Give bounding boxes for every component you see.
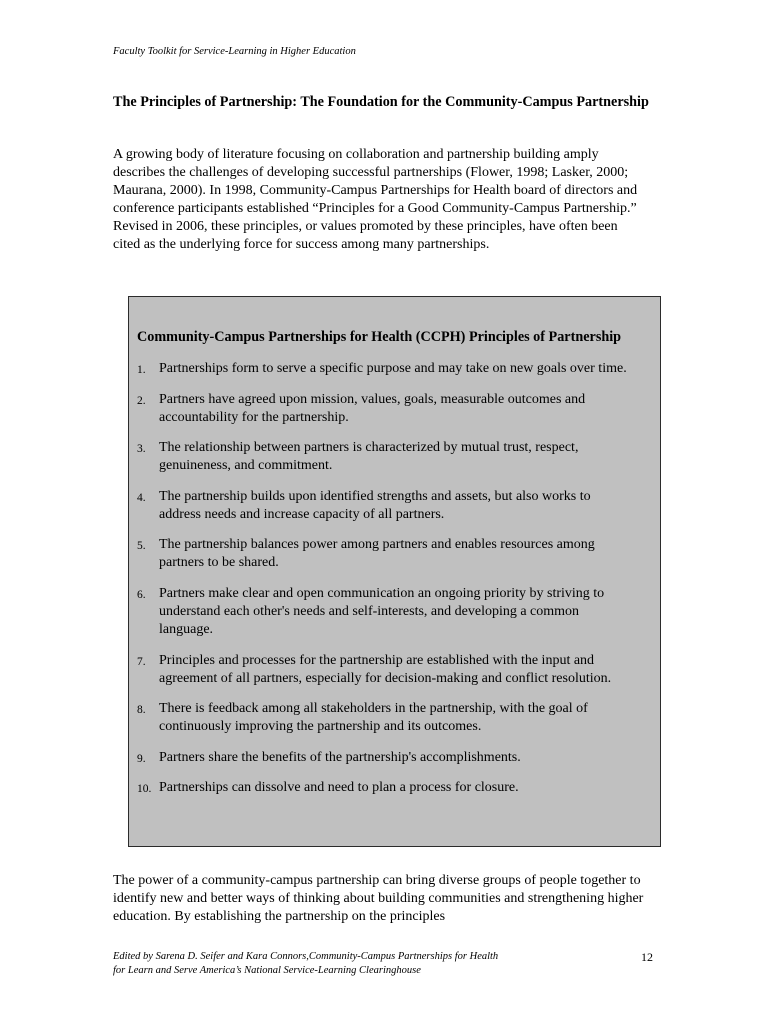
principle-number: 5. xyxy=(137,540,146,553)
principle-item xyxy=(129,700,660,736)
section-title: The Principles of Partnership: The Foundation for the Community-Campus Partnership xyxy=(113,94,649,110)
running-header: Faculty Toolkit for Service-Learning in Higher Education xyxy=(113,46,356,57)
principle-number: 6. xyxy=(137,588,146,601)
principle-item xyxy=(129,536,660,572)
principle-text: Partnerships form to serve a specific purpose and may take on new goals over time. xyxy=(159,361,627,376)
principle-item xyxy=(129,488,660,524)
principle-text: Partners share the benefits of the partnership's accomplishments. xyxy=(159,749,521,765)
principle-number: 3. xyxy=(137,443,146,456)
principle-number: 7. xyxy=(137,655,146,668)
principle-text: Partners have agreed upon mission, values, goals, measurable outcomes and accountability for the partnership. xyxy=(159,391,586,425)
principle-text: There is feedback among all stakeholders in the partnership, with the goal of continuously improving the partnership and its outcomes. xyxy=(159,701,588,735)
principle-item xyxy=(129,439,660,475)
principle-number: 2. xyxy=(137,394,146,407)
page-number: 12 xyxy=(641,950,653,964)
footer-credit-line: for Learn and Serve America’s National Service-Learning Clearinghouse xyxy=(113,965,421,976)
footer-credit-line: Edited by Sarena D. Seifer and Kara Connors,Community-Campus Partnerships for Health xyxy=(113,951,499,962)
principles-list xyxy=(129,360,660,810)
principle-text: Partnerships can dissolve and need to plan a process for closure. xyxy=(159,780,519,796)
closing-paragraph: The power of a community-campus partnership can bring diverse groups of people together to identify new and better ways of thinking about building communities and strengthening higher education. By establishing the partnership on the principles xyxy=(113,873,644,925)
principle-number: 4. xyxy=(137,491,146,504)
principle-item xyxy=(129,749,660,767)
principle-text: The partnership balances power among partners and enables resources among partners to be shared. xyxy=(159,537,595,571)
principle-text: The relationship between partners is characterized by mutual trust, respect, genuineness, and commitment. xyxy=(159,440,579,474)
principle-text: The partnership builds upon identified strengths and assets, but also works to address needs and increase capacity of all partners. xyxy=(159,488,591,522)
principle-text: Partners make clear and open communication an ongoing priority by striving to understand each other's needs and self-interests, and developing a common language. xyxy=(159,585,605,637)
principles-box-heading: Community-Campus Partnerships for Health (CCPH) Principles of Partnership xyxy=(137,329,622,345)
principle-item xyxy=(129,360,660,378)
principle-item xyxy=(129,652,660,688)
principle-number: 10. xyxy=(137,783,152,796)
principles-box xyxy=(128,296,661,847)
principle-number: 1. xyxy=(137,364,146,376)
principle-item xyxy=(129,585,660,639)
principle-item xyxy=(129,391,660,427)
principle-number: 9. xyxy=(137,752,146,765)
principle-text: Principles and processes for the partnership are established with the input and agreement of all partners, especially for decision-making and conflict resolution. xyxy=(159,652,612,686)
intro-paragraph: A growing body of literature focusing on collaboration and partnership building amply describes the challenges of developing successful partnerships (Flower, 1998; Lasker, 2000; Maurana, 2000). In 1998, Community-Campus Partnerships for Health board of directors and conference participants established “Principles for a Good Community-Campus Partnership.” Revised in 2006, these principles, or values promoted by these principles, have often been cited as the underlying force for success among many partnerships. xyxy=(113,147,638,253)
principle-number: 8. xyxy=(137,704,146,717)
footer-credit xyxy=(113,950,613,978)
principle-item xyxy=(129,779,660,797)
